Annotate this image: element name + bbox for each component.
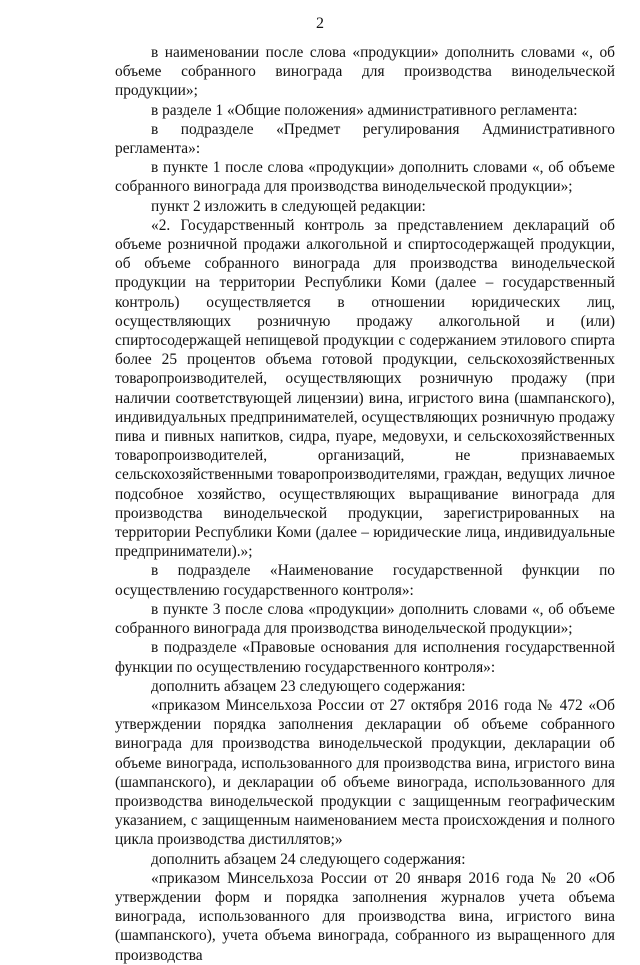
quoted-paragraph: «2. Государственный контроль за представлением деклараций об объеме розничной продажи алкогольной и спиртосодержащей продукции, об объеме собранного винограда для производства винодельческой продукции на территории Республики Коми (далее – государственный контроль) осуществляется в отношении юридических лиц, осуществляющих розничную продажу алкогольной и (или) спиртосодержащей непищевой продукции с содержанием этилового спирта более 25 процентов объема готовой продукции, сельскохозяйственных товаропроизводителей, осуществляющих розничную продажу (при наличии соответствующей лицензии) вина, игристого вина (шампанского), индивидуальных предпринимателей, осуществляющих розничную продажу пива и пивных напитков, сидра, пуаре, медовухи, и сельскохозяйственных товаропроизводителей, организаций, не признаваемых сельскохозяйственными товаропроизводителями, граждан, ведущих личное подсобное хозяйство, осуществляющих выращивание винограда для производства винодельческой продукции, зарегистрированных на территории Республики Коми (далее – юридические лица, индивидуальные предприниматели).»; xyxy=(115,216,615,561)
quoted-paragraph: «приказом Минсельхоза России от 27 октября 2016 года № 472 «Об утверждении порядка заполнения декларации об объеме собранного винограда для производства винодельческой продукции, декларации об объеме винограда, использованного для производства вина, игристого вина (шампанского), и декларации об объеме винограда, использованного для производства винодельческой продукции с защищенным географическим указанием, с защищенным наименованием места происхождения и полного цикла производства дистиллятов;» xyxy=(115,696,615,849)
paragraph: в наименовании после слова «продукции» дополнить словами «, об объеме собранного винограда для производства винодельческой продукции»; xyxy=(115,44,615,100)
paragraph: в пункте 3 после слова «продукции» дополнить словами «, об объеме собранного винограда для производства винодельческой продукции»; xyxy=(115,600,615,638)
page-number: 2 xyxy=(316,15,324,32)
paragraph: в подразделе «Правовые основания для исполнения государственной функции по осуществлению государственного контроля»: xyxy=(115,639,615,676)
paragraph: дополнить абзацем 23 следующего содержания: xyxy=(151,677,466,695)
quoted-paragraph: «приказом Минсельхоза России от 20 января 2016 года № 20 «Об утверждении форм и порядка заполнения журналов учета объема винограда, использованного для производства вина, игристого вина (шампанского), учета объема винограда, собранного из выращенного для производства xyxy=(115,869,615,964)
paragraph: в пункте 1 после слова «продукции» дополнить словами «, об объеме собранного винограда для производства винодельческой продукции»; xyxy=(115,159,615,196)
paragraph: в разделе 1 «Общие положения» административного регламента: xyxy=(151,101,578,119)
paragraph: пункт 2 изложить в следующей редакции: xyxy=(151,197,426,215)
document-body xyxy=(115,43,615,965)
paragraph: дополнить абзацем 24 следующего содержания: xyxy=(151,850,466,868)
paragraph: в подразделе «Наименование государственной функции по осуществлению государственного контроля»: xyxy=(115,562,615,599)
paragraph: в подразделе «Предмет регулирования Административного регламента»: xyxy=(115,120,615,158)
